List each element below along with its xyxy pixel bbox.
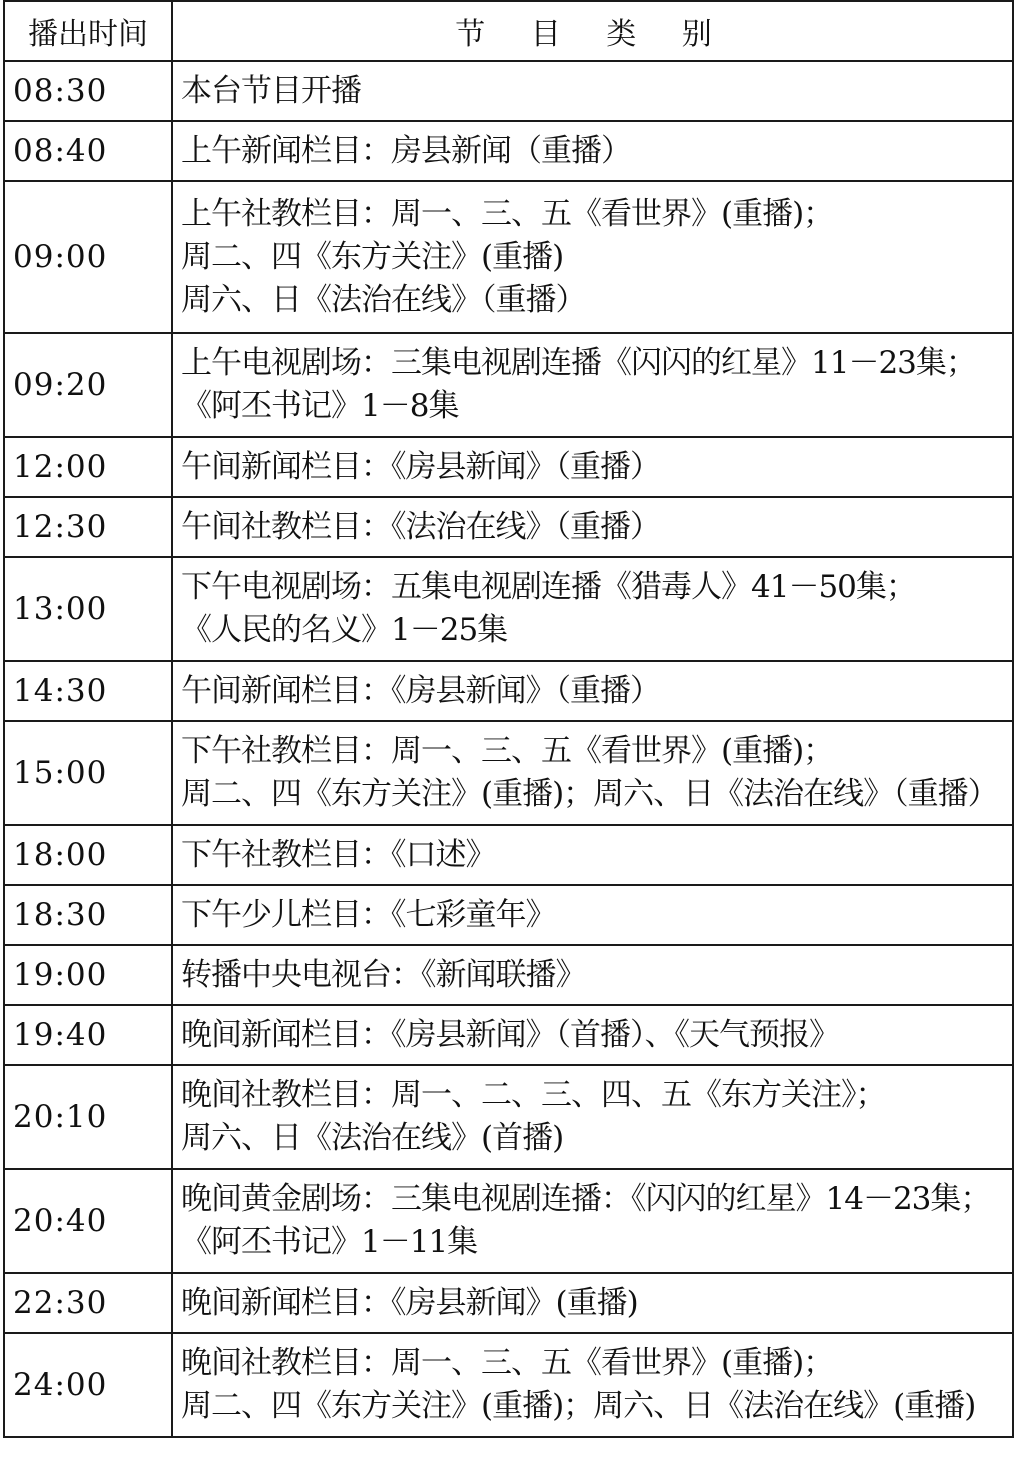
program-line: 转播中央电视台：《新闻联播》 [181, 956, 586, 993]
time-cell: 15:00 [4, 721, 172, 825]
schedule-table [3, 0, 1014, 1438]
table-row [4, 557, 1013, 661]
program-cell [172, 437, 1013, 497]
table-row [4, 1005, 1013, 1065]
program-cell [172, 333, 1013, 437]
time-cell: 08:40 [4, 121, 172, 181]
header-program: 节 目 类 别 [172, 1, 1013, 61]
program-cell [172, 557, 1013, 661]
table-row [4, 437, 1013, 497]
time-cell: 14:30 [4, 661, 172, 721]
program-cell [172, 1169, 1013, 1273]
time-cell: 09:00 [4, 181, 172, 333]
time-cell: 19:40 [4, 1005, 172, 1065]
time-cell: 20:10 [4, 1065, 172, 1169]
program-line: 周六、日《法治在线》（重播） [181, 281, 586, 318]
time-cell: 18:30 [4, 885, 172, 945]
header-time: 播出时间 [4, 1, 172, 61]
program-line: 午间新闻栏目：《房县新闻》（重播） [181, 672, 660, 709]
program-line: 《阿丕书记》1－11集 [181, 1224, 478, 1260]
program-cell [172, 945, 1013, 1005]
program-cell [172, 1065, 1013, 1169]
program-line: 晚间新闻栏目：《房县新闻》（首播）、《天气预报》 [181, 1016, 839, 1053]
time-cell: 09:20 [4, 333, 172, 437]
program-cell [172, 721, 1013, 825]
program-cell [172, 181, 1013, 333]
program-line: 上午社教栏目：周一、三、五《看世界》(重播)； [181, 195, 834, 232]
time-cell: 12:00 [4, 437, 172, 497]
program-line: 周二、四《东方关注》(重播)；周六、日《法治在线》(重播) [181, 1388, 976, 1424]
program-line: 晚间社教栏目：周一、二、三、四、五《东方关注》； [181, 1077, 886, 1113]
program-cell [172, 1333, 1013, 1437]
program-line: 午间社教栏目：《法治在线》（重播） [181, 508, 660, 545]
table-row [4, 721, 1013, 825]
time-cell: 19:00 [4, 945, 172, 1005]
table-row [4, 1065, 1013, 1169]
table-row [4, 497, 1013, 557]
program-cell [172, 497, 1013, 557]
program-cell [172, 121, 1013, 181]
table-row [4, 333, 1013, 437]
program-line: 上午新闻栏目：房县新闻（重播） [181, 132, 631, 169]
program-line: 午间新闻栏目：《房县新闻》（重播） [181, 448, 660, 485]
program-cell [172, 825, 1013, 885]
program-line: 下午社教栏目：周一、三、五《看世界》(重播)； [181, 733, 834, 769]
program-line: 下午电视剧场：五集电视剧连播《猎毒人》41－50集； [181, 569, 916, 605]
time-cell: 13:00 [4, 557, 172, 661]
table-row [4, 121, 1013, 181]
program-line: 本台节目开播 [181, 72, 361, 109]
table-row [4, 945, 1013, 1005]
table-row [4, 885, 1013, 945]
table-row [4, 825, 1013, 885]
time-cell: 08:30 [4, 61, 172, 121]
program-cell [172, 1273, 1013, 1333]
program-line: 晚间新闻栏目：《房县新闻》(重播) [181, 1284, 638, 1321]
program-line: 下午社教栏目：《口述》 [181, 836, 496, 873]
program-line: 晚间黄金剧场：三集电视剧连播：《闪闪的红星》14－23集； [181, 1181, 991, 1217]
table-row [4, 181, 1013, 333]
program-cell [172, 61, 1013, 121]
table-row [4, 1169, 1013, 1273]
program-line: 周二、四《东方关注》(重播)；周六、日《法治在线》（重播） [181, 776, 998, 812]
table-row [4, 1333, 1013, 1437]
program-cell [172, 661, 1013, 721]
header-row [4, 1, 1013, 61]
program-line: 下午少儿栏目：《七彩童年》 [181, 896, 556, 933]
time-cell: 12:30 [4, 497, 172, 557]
program-cell [172, 1005, 1013, 1065]
table-row [4, 1273, 1013, 1333]
program-line: 周二、四《东方关注》(重播) [181, 238, 564, 275]
program-cell [172, 885, 1013, 945]
program-line: 周六、日《法治在线》(首播) [181, 1120, 564, 1156]
time-cell: 20:40 [4, 1169, 172, 1273]
program-line: 《阿丕书记》1－8集 [181, 388, 459, 424]
program-line: 晚间社教栏目：周一、三、五《看世界》(重播)； [181, 1345, 834, 1381]
program-line: 《人民的名义》1－25集 [181, 612, 508, 648]
program-line: 上午电视剧场：三集电视剧连播《闪闪的红星》11－23集； [181, 345, 976, 381]
schedule-body [4, 61, 1013, 1437]
time-cell: 24:00 [4, 1333, 172, 1437]
table-row [4, 661, 1013, 721]
time-cell: 22:30 [4, 1273, 172, 1333]
time-cell: 18:00 [4, 825, 172, 885]
table-row [4, 61, 1013, 121]
